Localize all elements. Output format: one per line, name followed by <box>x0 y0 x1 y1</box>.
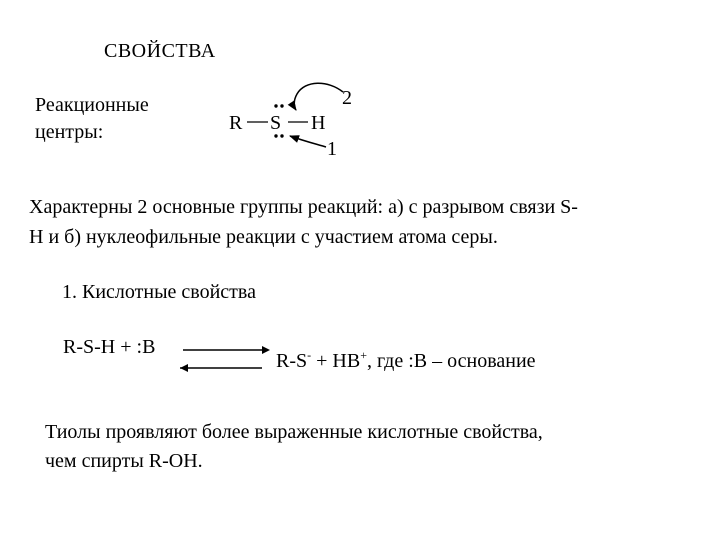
equation-right-sup1: - <box>307 348 312 362</box>
conclusion-line1: Тиолы проявляют более выраженные кислотные свойства, <box>45 421 543 443</box>
equation-right-part2: + HB <box>311 350 361 372</box>
paragraph-line2: H и б) нуклеофильные реакции с участием атома серы. <box>29 226 498 248</box>
equation-right <box>276 350 536 373</box>
arrow-1-label: 1 <box>327 138 337 160</box>
arrow-2-label: 2 <box>342 87 352 109</box>
conclusion-text <box>45 418 685 476</box>
lone-pair-top <box>274 104 283 107</box>
equation-right-part1: R-S <box>276 350 308 372</box>
atom-s: S <box>270 112 282 134</box>
arrow-1 <box>290 136 326 147</box>
paragraph-line1: Характерны 2 основные группы реакций: а) с разрывом связи S- <box>29 196 578 218</box>
lone-pair-bottom <box>274 134 283 137</box>
equation-right-part3: , где :B – основание <box>366 350 536 372</box>
atom-r: R <box>229 112 243 134</box>
slide-title: СВОЙСТВА <box>104 40 216 62</box>
reaction-centers-label-line1: Реакционные <box>35 94 149 116</box>
curved-arrow-2 <box>294 83 343 110</box>
conclusion-line2: чем спирты R-OH. <box>45 450 203 472</box>
equation-right-sup2: + <box>360 348 367 362</box>
equilibrium-arrows <box>180 346 270 372</box>
equation-left: R-S-H + :B <box>63 336 156 358</box>
reaction-groups-paragraph <box>29 192 697 252</box>
atom-h: H <box>311 112 326 134</box>
acid-properties-heading: 1. Кислотные свойства <box>62 281 256 303</box>
reaction-centers-label-line2: центры: <box>35 121 104 143</box>
